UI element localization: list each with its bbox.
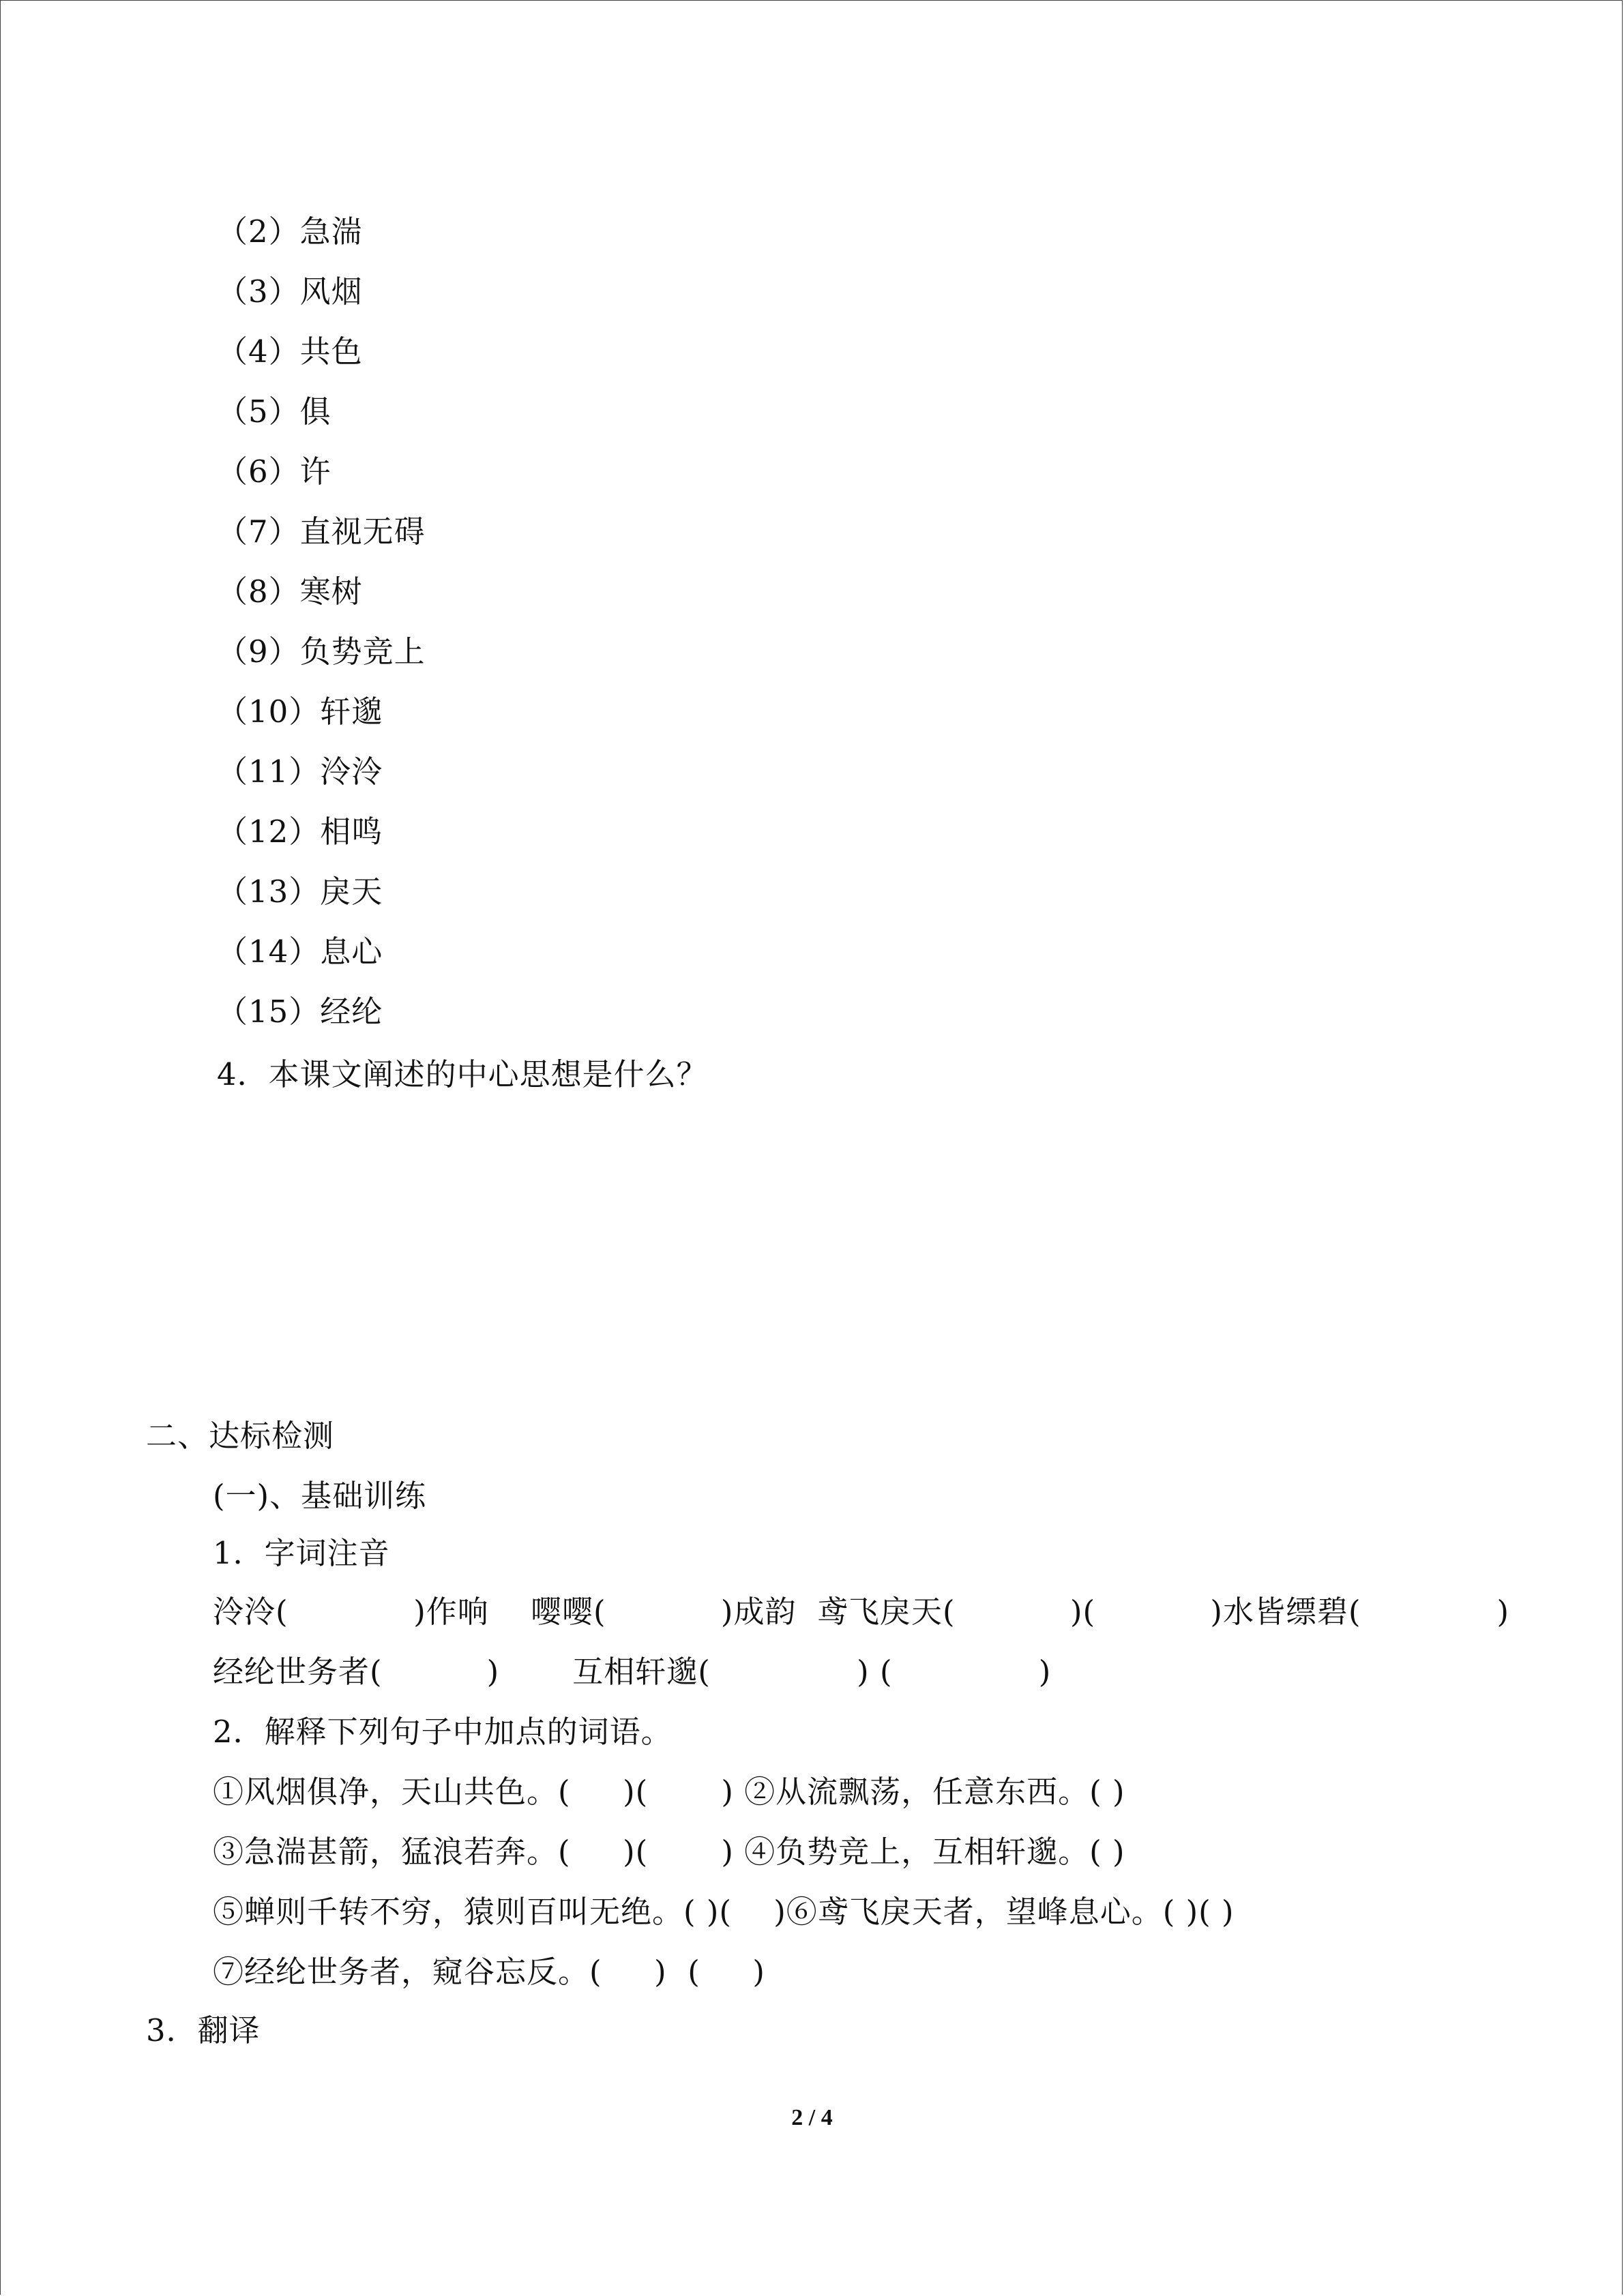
vocab-item: （2）急湍 [217,213,363,250]
explain-item: ①风烟俱净，天山共色。( )( ) ②从流飘荡，任意东西。( ) [213,1774,1125,1810]
explain-item: ⑤蝉则千转不穷，猿则百叫无绝。( )( )⑥鸢飞戾天者，望峰息心。( )( ) [213,1894,1235,1930]
explain-item: ⑦经纶世务者，窥谷忘反。( ) ( ) [213,1954,765,1990]
question-4: 4．本课文阐述的中心思想是什么？ [217,1056,708,1092]
explain-item: ③急湍甚箭，猛浪若奔。( )( ) ④负势竞上，互相轩邈。( ) [213,1834,1125,1870]
vocab-item: （8）寒树 [217,573,363,610]
vocab-item: （3）风烟 [217,273,363,310]
vocab-item: （5）俱 [217,393,331,430]
vocab-item: （14）息心 [217,934,383,970]
vocab-item: （4）共色 [217,333,363,370]
vocab-item: （11）泠泠 [217,754,383,790]
page-number: 2 / 4 [791,2105,833,2130]
question-2-title: 2．解释下列句子中加点的词语。 [213,1714,673,1750]
section-title: 二、达标检测 [146,1418,335,1454]
question-3-title: 3．翻译 [146,2012,261,2048]
vocab-item: （15）经纶 [217,994,383,1030]
vocab-item: （13）戾天 [217,874,383,910]
vocab-item: （7）直视无碍 [217,513,426,550]
question-1-title: 1．字词注音 [213,1535,390,1571]
vocab-item: （12）相鸣 [217,814,383,850]
vocab-item: （6）许 [217,453,331,490]
vocab-item: （9）负势竞上 [217,633,426,670]
vocab-item: （10）轩邈 [217,694,383,730]
pinyin-line-1: 泠泠( )作响 嘤嘤( )成韵 鸢飞戾天( )( )水皆缥碧( ) [213,1594,1510,1630]
pinyin-line-2: 经纶世务者( ) 互相轩邈( ) ( ) [213,1654,1052,1690]
subsection-title: (一)、基础训练 [213,1478,427,1514]
